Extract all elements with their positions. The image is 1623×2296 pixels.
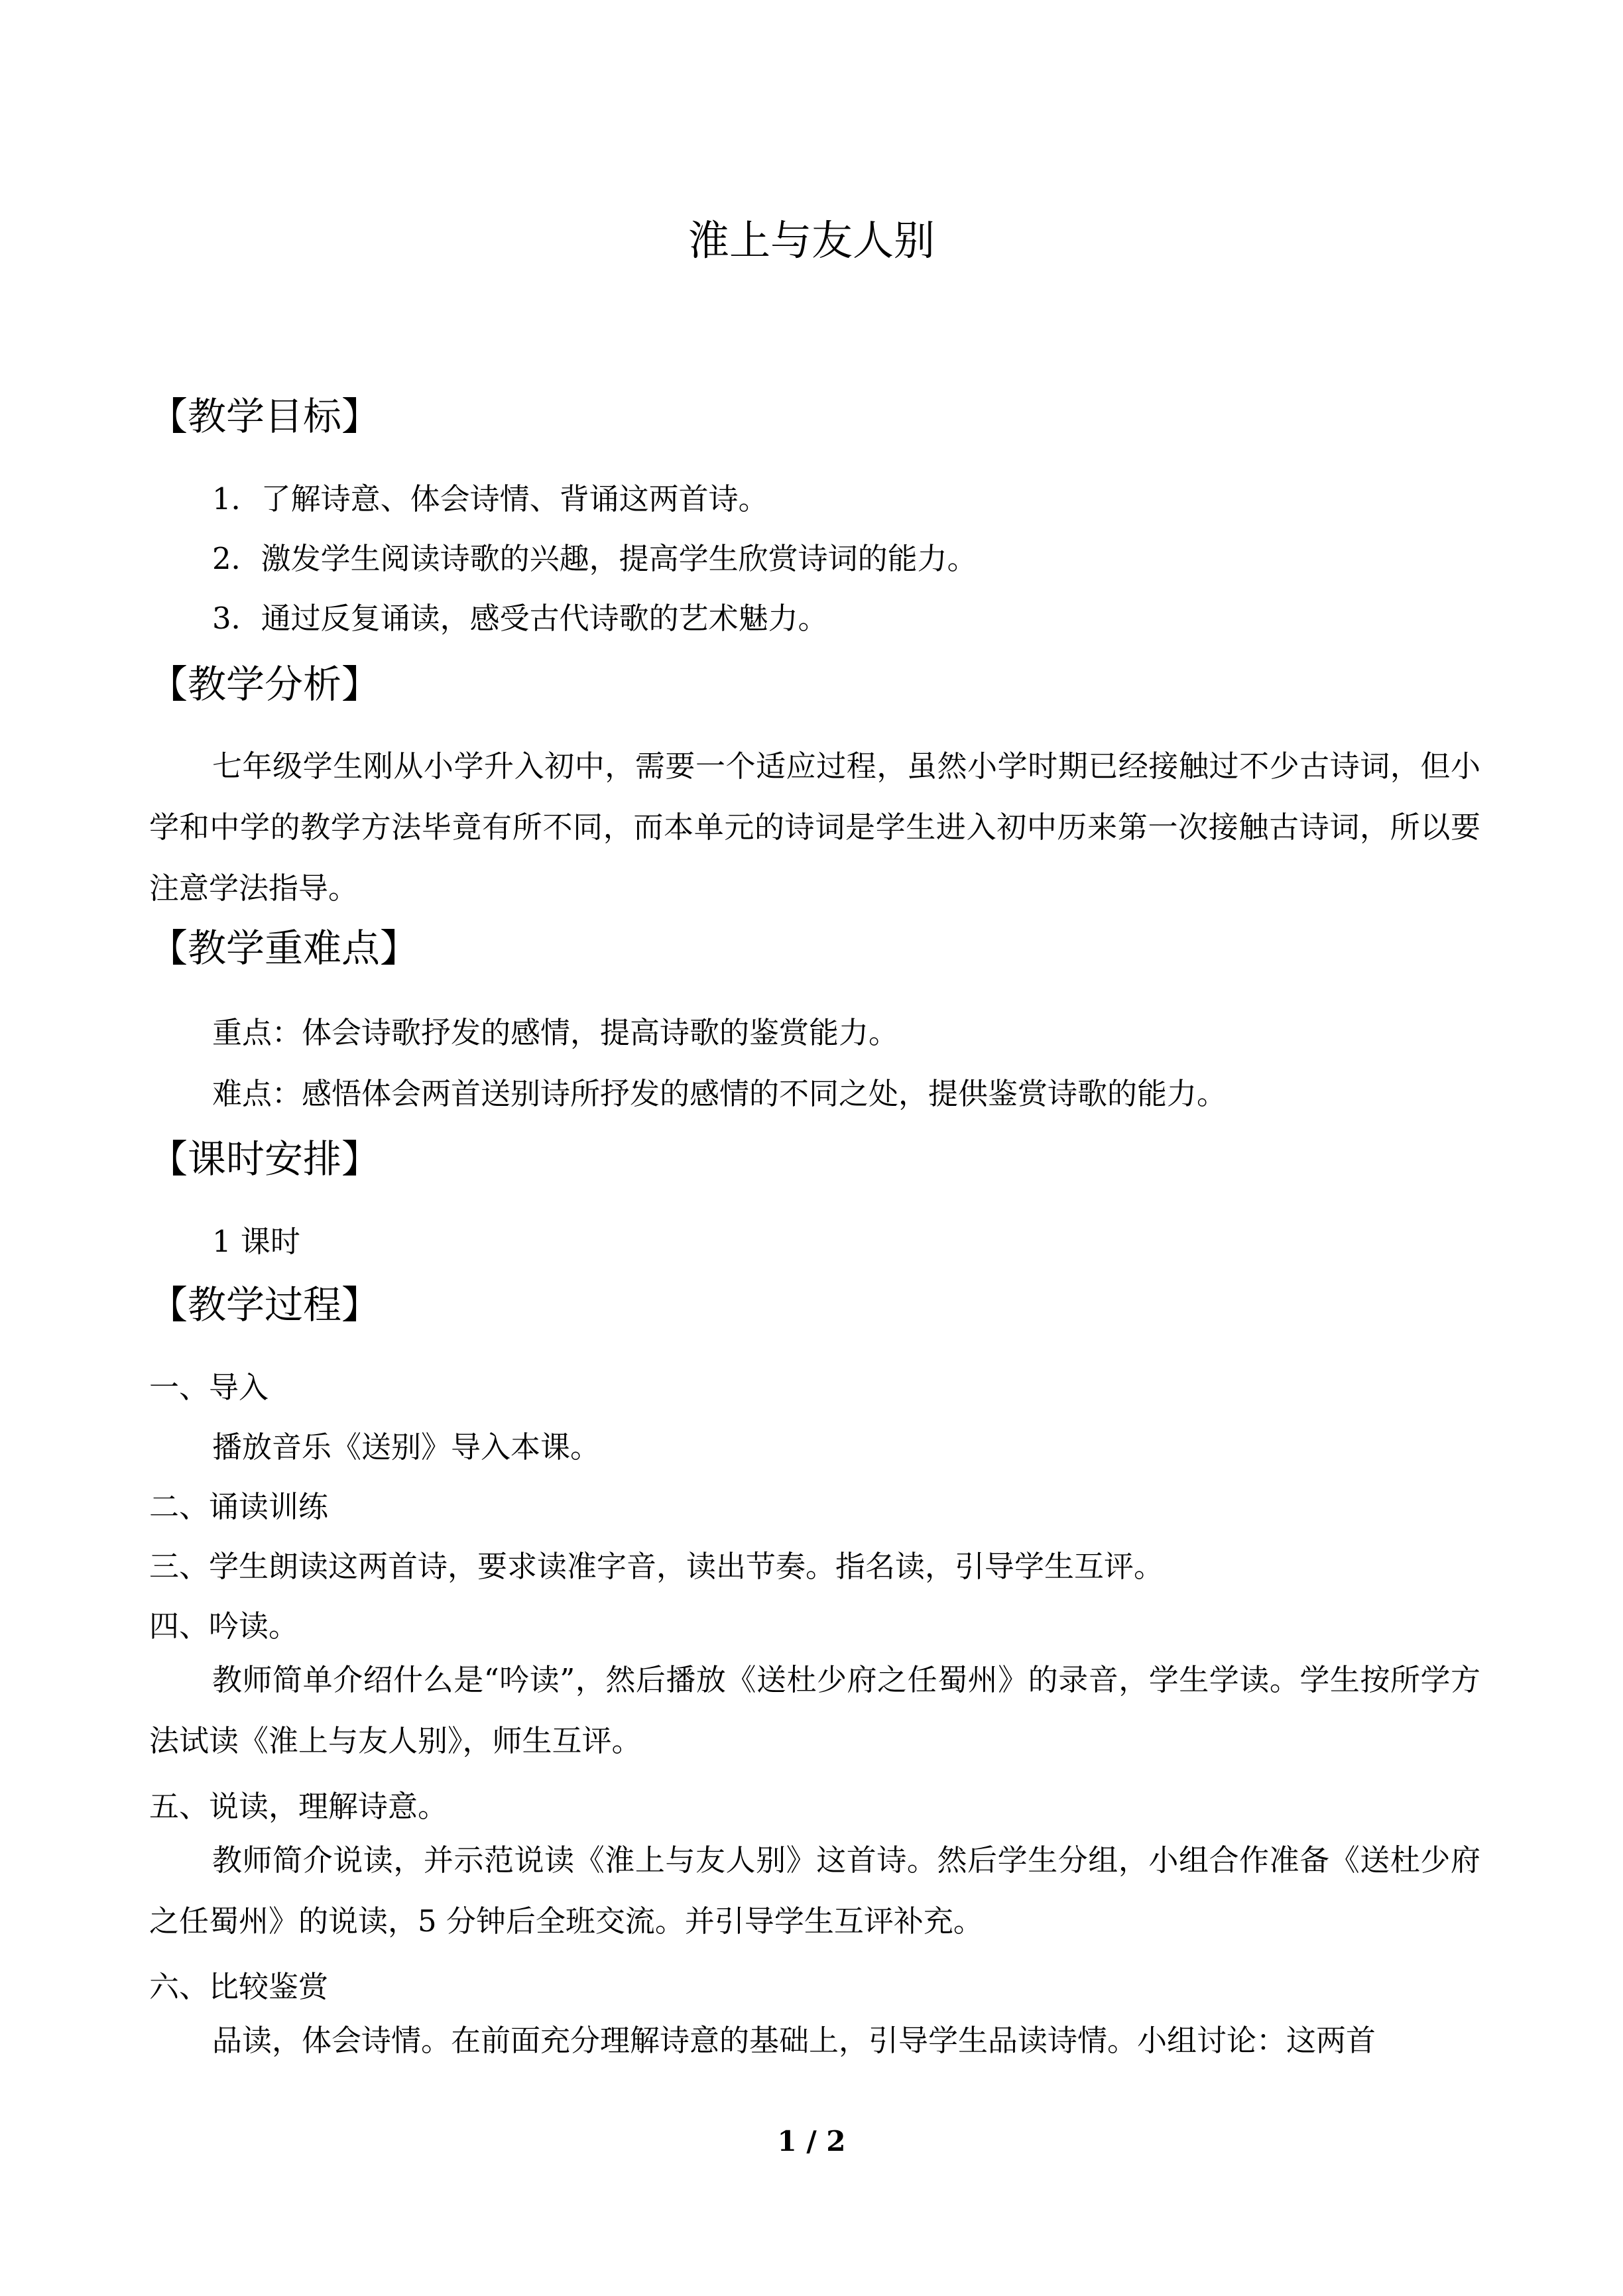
process-step-5: 五、说读，理解诗意。 <box>149 1789 448 1824</box>
goal-item-1: 1．了解诗意、体会诗情、背诵这两首诗。 <box>212 481 768 516</box>
difficult-point-text: 难点：感悟体会两首送别诗所抒发的感情的不同之处，提供鉴赏诗歌的能力。 <box>212 1076 1227 1111</box>
page-number: 1 / 2 <box>777 2125 846 2157</box>
goal-item-2: 2．激发学生阅读诗歌的兴趣，提高学生欣赏诗词的能力。 <box>212 541 977 576</box>
process-step-5-text: 教师简介说读，并示范说读《淮上与友人别》这首诗。然后学生分组，小组合作准备《送杜少府之任蜀州》的说读，5 分钟后全班交流。并引导学生互评补充。 <box>149 1843 1480 1939</box>
goal-item-3: 3．通过反复诵读，感受古代诗歌的艺术魅力。 <box>212 601 828 636</box>
analysis-paragraph: 七年级学生刚从小学升入初中，需要一个适应过程，虽然小学时期已经接触过不少古诗词，但小学和中学的教学方法毕竟有所不同，而本单元的诗词是学生进入初中历来第一次接触古诗词，所以要注意学法指导。 <box>149 749 1480 906</box>
section-heading-schedule: 【课时安排】 <box>149 1136 381 1181</box>
process-step-4: 四、吟读。 <box>149 1608 299 1644</box>
key-point-text: 重点：体会诗歌抒发的感情，提高诗歌的鉴赏能力。 <box>212 1015 899 1050</box>
process-step-2: 二、诵读训练 <box>149 1489 329 1524</box>
process-step-6: 六、比较鉴赏 <box>149 1969 329 2004</box>
process-step-3: 三、学生朗读这两首诗，要求读准字音，读出节奏。指名读，引导学生互评。 <box>149 1549 1164 1584</box>
process-step-1: 一、导入 <box>149 1370 269 1405</box>
section-heading-process: 【教学过程】 <box>149 1282 381 1327</box>
process-step-1-text: 播放音乐《送别》导入本课。 <box>212 1429 601 1465</box>
process-step-6-text: 品读，体会诗情。在前面充分理解诗意的基础上，引导学生品读诗情。小组讨论：这两首 <box>212 2023 1376 2058</box>
section-heading-goals: 【教学目标】 <box>149 394 381 439</box>
document-title: 淮上与友人别 <box>688 216 935 265</box>
section-heading-analysis: 【教学分析】 <box>149 662 381 707</box>
process-step-4-text: 教师简单介绍什么是“吟读”，然后播放《送杜少府之任蜀州》的录音，学生学读。学生按所学方法试读《淮上与友人别》，师生互评。 <box>149 1662 1480 1758</box>
schedule-text: 1 课时 <box>212 1224 300 1259</box>
section-heading-key-points: 【教学重难点】 <box>149 926 419 971</box>
